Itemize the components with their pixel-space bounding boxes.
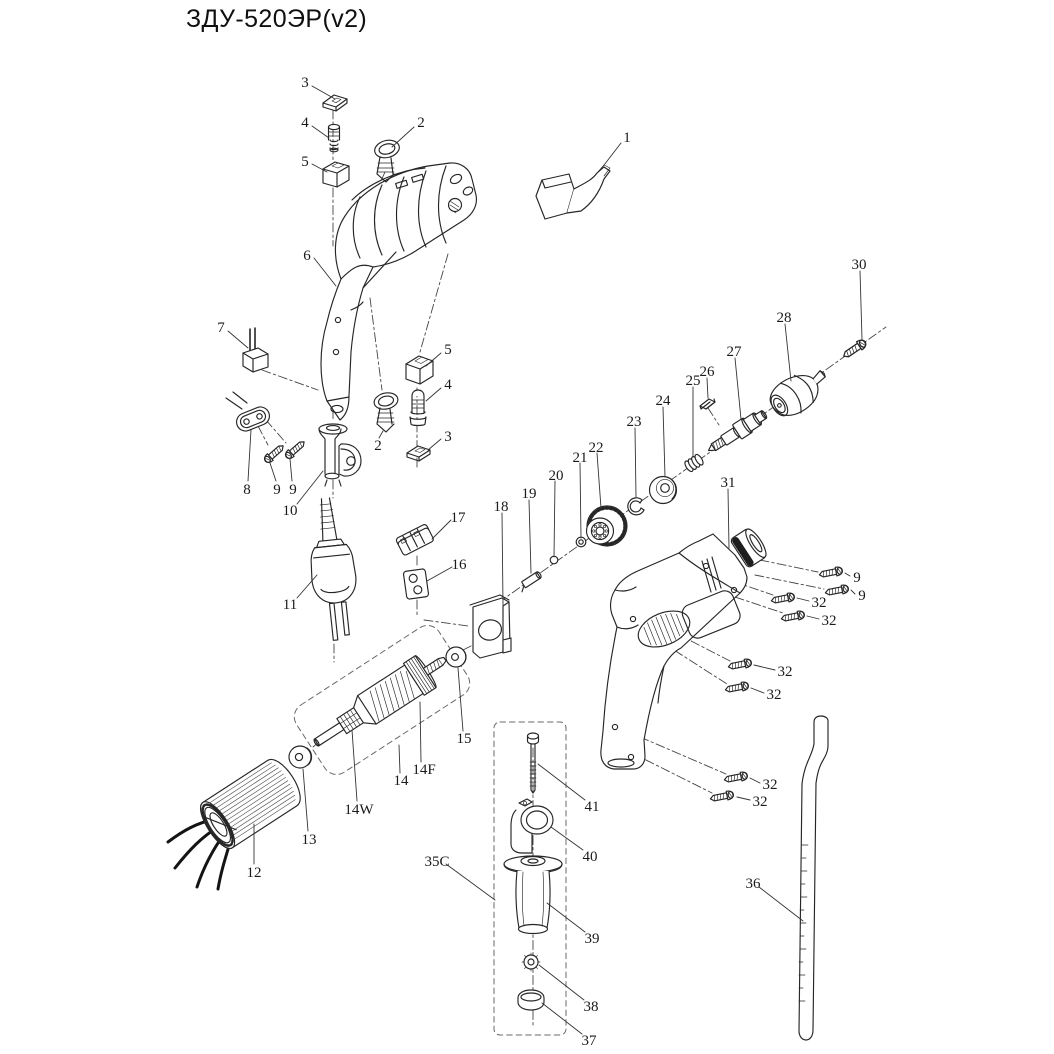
part-27-spindle <box>704 407 770 458</box>
part-label-32: 32 <box>762 777 778 793</box>
part-7-cord-clamp <box>243 328 268 372</box>
leader-line-2 <box>379 431 383 438</box>
leader-line-22 <box>597 453 601 508</box>
part-label-27: 27 <box>726 344 742 360</box>
part-label-14W: 14W <box>344 802 374 818</box>
leader-line-15 <box>458 668 463 731</box>
part-label-32: 32 <box>777 664 793 680</box>
part-label-7: 7 <box>217 320 225 336</box>
leader-line-14F <box>420 702 421 762</box>
part-12-stator <box>168 754 307 889</box>
leader-line-19 <box>529 500 531 573</box>
part-10-cord-guard <box>319 424 361 486</box>
part-label-10: 10 <box>282 503 298 519</box>
leader-line-32 <box>750 778 760 783</box>
part-label-32: 32 <box>766 687 782 703</box>
part-26-key <box>700 399 715 409</box>
part-label-4: 4 <box>301 115 309 131</box>
part-32-screw <box>728 658 753 671</box>
part-5-brush-holder-right <box>406 356 433 384</box>
part-label-41: 41 <box>584 799 600 815</box>
part-32-screw <box>781 610 806 623</box>
leader-line-23 <box>635 428 636 497</box>
part-label-36: 36 <box>745 876 761 892</box>
part-label-24: 24 <box>655 393 671 409</box>
part-14-armature <box>305 643 455 759</box>
part-label-37: 37 <box>581 1033 597 1049</box>
part-label-13: 13 <box>301 832 317 848</box>
part-label-16: 16 <box>451 557 467 573</box>
part-label-9: 9 <box>273 482 281 498</box>
part-label-11: 11 <box>282 597 298 613</box>
leader-line-35C <box>446 864 495 900</box>
leader-line-38 <box>539 965 584 1000</box>
part-label-31: 31 <box>720 475 736 491</box>
leader-line-6 <box>314 258 336 286</box>
leader-line-36 <box>759 887 803 921</box>
part-36-depth-gauge-rod <box>799 716 828 1040</box>
leader-line-32 <box>751 688 764 693</box>
part-label-21: 21 <box>572 450 588 466</box>
part-label-26: 26 <box>699 364 715 380</box>
part-4-carbon-brush <box>329 124 340 151</box>
part-label-32: 32 <box>821 613 837 629</box>
leader-line-27 <box>735 358 741 419</box>
leader-line-9 <box>845 573 850 576</box>
part-40-handle-clamp <box>511 799 553 853</box>
part-9-screw <box>819 566 844 579</box>
part-label-5: 5 <box>444 342 452 358</box>
leader-line-10 <box>297 471 323 504</box>
part-9-screw <box>284 439 307 461</box>
leader-line-32 <box>797 598 809 601</box>
part-32-screw <box>725 681 750 694</box>
leader-line-40 <box>551 827 583 850</box>
part-label-18: 18 <box>493 499 509 515</box>
part-label-23: 23 <box>626 414 642 430</box>
part-label-39: 39 <box>584 931 600 947</box>
housing-reference-lines <box>226 392 247 409</box>
part-4-carbon-brush-right <box>410 390 426 426</box>
leader-line-3 <box>428 439 441 450</box>
part-17-terminal-block <box>395 524 434 556</box>
part-11-power-plug <box>304 496 363 642</box>
part-label-15: 15 <box>456 731 472 747</box>
part-label-35C: 35C <box>424 854 450 870</box>
part-label-40: 40 <box>582 849 598 865</box>
part-label-8: 8 <box>243 482 251 498</box>
leader-line-32 <box>754 665 775 670</box>
leader-line-8 <box>248 430 251 481</box>
part-21-ring <box>576 537 586 547</box>
part-label-6: 6 <box>303 248 311 264</box>
leader-line-24 <box>663 407 665 477</box>
leader-line-9 <box>270 463 276 481</box>
leader-line-20 <box>554 481 555 557</box>
part-8-clamp-plate <box>234 404 272 433</box>
leader-line-37 <box>542 1003 582 1034</box>
part-16-baffle-plate <box>403 569 429 600</box>
part-label-4: 4 <box>444 377 452 393</box>
part-label-14F: 14F <box>412 762 436 778</box>
leader-line-21 <box>580 463 581 538</box>
leader-line-30 <box>860 271 862 339</box>
part-9-screw <box>825 584 850 597</box>
leader-line-28 <box>785 324 791 381</box>
part-24-bearing-bushing <box>650 477 677 504</box>
leader-line-14 <box>399 745 400 773</box>
part-3-brush-cap <box>323 95 347 111</box>
part-6-housing-left-half <box>321 163 476 420</box>
part-label-9: 9 <box>853 570 861 586</box>
part-label-2: 2 <box>374 438 382 454</box>
leader-line-13 <box>303 769 308 831</box>
part-label-32: 32 <box>811 595 827 611</box>
leader-line-2 <box>392 127 414 147</box>
part-23-retaining-ring <box>628 498 644 515</box>
part-label-5: 5 <box>301 154 309 170</box>
part-13-washer <box>289 746 312 768</box>
part-32-screw <box>724 771 749 784</box>
leader-line-3 <box>312 86 335 99</box>
part-39-handle-grip <box>504 856 562 934</box>
part-label-14: 14 <box>393 773 409 789</box>
part-32-screw <box>771 592 796 605</box>
leader-line-41 <box>538 764 585 800</box>
part-label-20: 20 <box>548 468 564 484</box>
part-5-brush-holder <box>323 162 349 187</box>
leader-line-31 <box>728 489 729 548</box>
part-label-9: 9 <box>858 588 866 604</box>
part-2-brush-spring-right <box>373 391 400 432</box>
part-22-gear <box>587 506 628 546</box>
part-37-handle-cap <box>518 990 544 1010</box>
part-31-housing-right-half <box>601 526 770 769</box>
part-label-3: 3 <box>301 75 309 91</box>
part-label-17: 17 <box>450 510 466 526</box>
leader-line-18 <box>502 513 503 605</box>
part-label-32: 32 <box>752 794 768 810</box>
part-label-25: 25 <box>685 373 701 389</box>
part-28-chuck <box>764 360 835 424</box>
part-18-bearing-bracket <box>470 595 511 658</box>
part-38-handle-nut <box>522 953 540 971</box>
part-label-2: 2 <box>417 115 425 131</box>
part-label-30: 30 <box>851 257 867 273</box>
part-3-brush-cap-right <box>407 446 430 461</box>
part-1-switch-trigger <box>536 165 610 219</box>
leader-line-4 <box>312 126 329 138</box>
leader-line-14W <box>352 730 357 801</box>
part-label-1: 1 <box>623 130 631 146</box>
part-label-38: 38 <box>583 999 599 1015</box>
leader-line-4 <box>426 388 441 401</box>
page-title: ЗДУ-520ЭР(v2) <box>186 5 368 33</box>
part-label-12: 12 <box>246 865 262 881</box>
leader-line-17 <box>432 520 451 539</box>
leader-line-9 <box>851 590 855 594</box>
leader-line-7 <box>228 331 248 348</box>
leader-line-1 <box>601 143 621 169</box>
part-label-3: 3 <box>444 429 452 445</box>
part-32-screw <box>710 790 735 803</box>
leader-line-32 <box>737 797 750 800</box>
leader-line-32 <box>807 616 819 619</box>
part-label-22: 22 <box>588 440 604 456</box>
leader-line-26 <box>707 378 708 398</box>
leader-line-9 <box>290 459 292 481</box>
part-label-9: 9 <box>289 482 297 498</box>
part-label-19: 19 <box>521 486 537 502</box>
part-30-screw <box>841 338 868 360</box>
part-15-washer <box>446 647 466 667</box>
part-label-28: 28 <box>776 310 792 326</box>
part-25-spring <box>683 453 704 473</box>
part-19-pin <box>517 571 543 592</box>
part-9-screw <box>263 443 286 465</box>
leader-line-16 <box>427 567 452 581</box>
